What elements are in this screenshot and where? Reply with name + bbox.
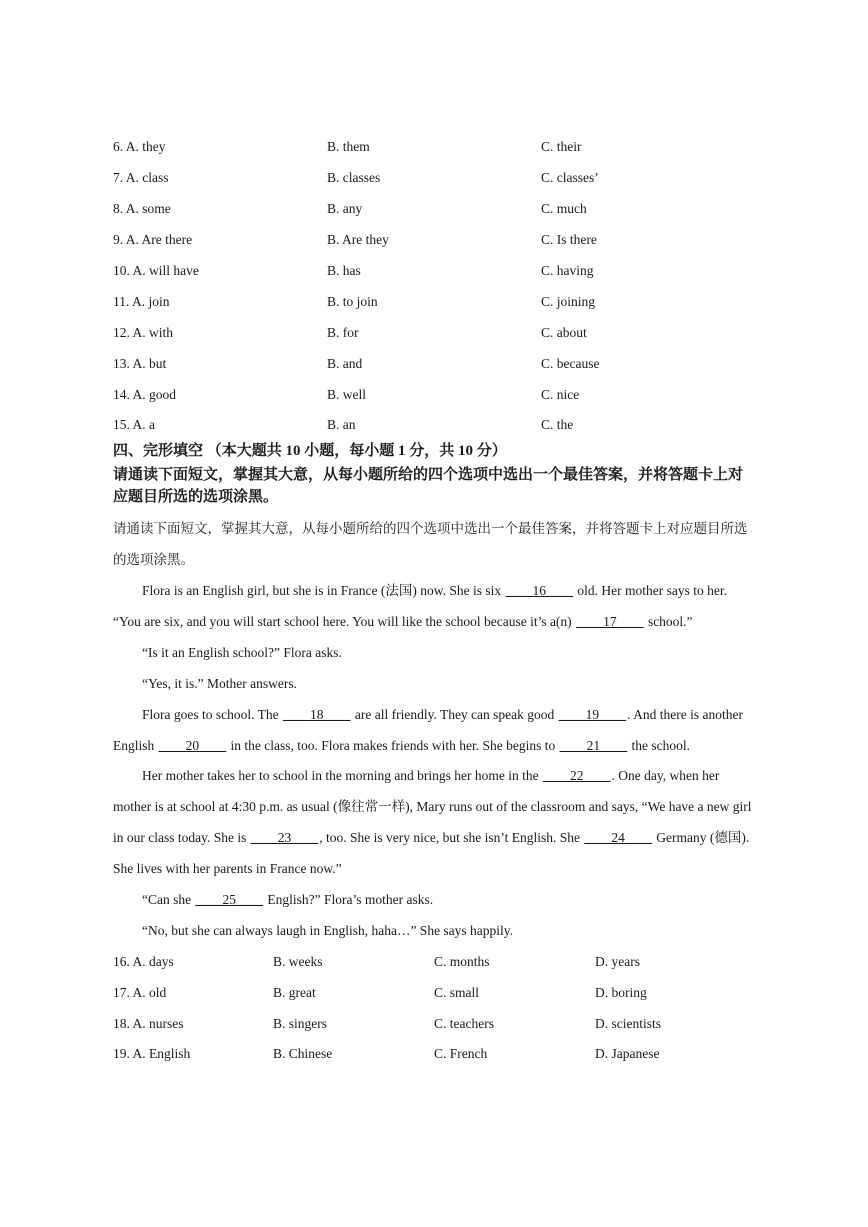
option-row-9 (0, 229, 868, 251)
option-row-16 (0, 951, 868, 973)
blank-16: ____16____ (505, 583, 573, 598)
option-a: 14. A. good (113, 387, 177, 402)
blank-24: ____24____ (584, 830, 652, 845)
option-d: D. scientists (595, 1016, 661, 1031)
option-row-14 (0, 384, 868, 406)
passage-text: old. Her mother says to her. “You are six, and you will start school here. You will like the school because it’s a(n) (113, 583, 727, 629)
blank-23: ____23____ (250, 830, 319, 845)
option-c: C. because (541, 356, 600, 371)
option-c: C. joining (541, 294, 596, 309)
option-a: 9. A. Are there (113, 232, 193, 247)
option-row-7 (0, 167, 868, 189)
option-b: B. well (327, 387, 366, 402)
passage-paragraph-3: “Yes, it is.” Mother answers. (142, 676, 297, 691)
blank-19: ____19____ (558, 707, 627, 722)
option-c: C. teachers (434, 1016, 494, 1031)
option-a: 19. A. English (113, 1046, 191, 1061)
option-a: 17. A. old (113, 985, 167, 1000)
passage-text: Flora is an English girl, but she is in France (法国) now. She is six (142, 583, 505, 598)
option-b: B. to join (327, 294, 378, 309)
passage-text: school.” (644, 614, 693, 629)
option-a: 11. A. join (113, 294, 170, 309)
blank-17: ____17____ (576, 614, 644, 629)
passage-text: . And there is another English (113, 707, 744, 753)
option-c: C. nice (541, 387, 580, 402)
option-c: C. French (434, 1046, 488, 1061)
blank-18: ____18____ (282, 707, 351, 722)
option-c: C. classes’ (541, 170, 599, 185)
option-a: 12. A. with (113, 325, 174, 340)
option-c: C. Is there (541, 232, 597, 247)
instruction-bold: 请通读下面短文，掌握其大意，从每小题所给的四个选项中选出一个最佳答案，并将答题卡上对应题目所选的选项涂黑。 (113, 467, 744, 505)
instruction-plain: 请通读下面短文，掌握其大意，从每小题所给的四个选项中选出一个最佳答案，并将答题卡上对应题目所选的选项涂黑。 (113, 521, 748, 567)
option-a: 15. A. a (113, 417, 155, 432)
option-c: C. having (541, 263, 594, 278)
option-row-12 (0, 322, 868, 344)
option-c: C. their (541, 139, 582, 154)
option-b: B. Are they (327, 232, 389, 247)
option-b: B. any (327, 201, 363, 216)
option-a: 8. A. some (113, 201, 171, 216)
option-b: B. Chinese (273, 1046, 333, 1061)
option-b: B. weeks (273, 954, 323, 969)
option-row-6 (0, 136, 868, 158)
option-c: C. about (541, 325, 587, 340)
option-a: 13. A. but (113, 356, 167, 371)
blank-25: ____25____ (195, 892, 263, 907)
passage-paragraph-7: “No, but she can always laugh in English, haha…” She says happily. (142, 923, 514, 938)
option-row-13 (0, 353, 868, 375)
passage-text: . One day, when her mother is at school at 4:30 p.m. as usual (像往常一样), Mary runs out of the classroom and says, “We have a new girl in our class today. She is (113, 768, 752, 845)
option-a: 10. A. will have (113, 263, 199, 278)
option-b: B. classes (327, 170, 381, 185)
passage-text: Germany (德国). She lives with her parents in France now.” (113, 830, 750, 876)
option-c: C. months (434, 954, 490, 969)
option-b: B. great (273, 985, 316, 1000)
option-a: 16. A. days (113, 954, 174, 969)
option-a: 6. A. they (113, 139, 166, 154)
option-b: B. has (327, 263, 361, 278)
option-b: B. for (327, 325, 359, 340)
passage-paragraph-1 (113, 575, 755, 637)
option-a: 18. A. nurses (113, 1016, 184, 1031)
option-c: C. small (434, 985, 480, 1000)
option-row-10 (0, 260, 868, 282)
option-row-19 (0, 1043, 868, 1065)
option-row-8 (0, 198, 868, 220)
passage-text: , too. She is very nice, but she isn’t English. She (319, 830, 584, 845)
passage-text: are all friendly. They can speak good (351, 707, 558, 722)
passage-text: in the class, too. Flora makes friends with her. She begins to (227, 738, 559, 753)
option-d: D. boring (595, 985, 647, 1000)
option-b: B. an (327, 417, 356, 432)
passage-paragraph-4 (113, 699, 755, 761)
option-d: D. Japanese (595, 1046, 660, 1061)
option-row-17 (0, 982, 868, 1004)
passage-text: Flora goes to school. The (142, 707, 282, 722)
passage-paragraph-6 (113, 884, 755, 915)
option-row-15 (0, 414, 868, 436)
option-b: B. and (327, 356, 363, 371)
blank-20: ____20____ (158, 738, 227, 753)
option-a: 7. A. class (113, 170, 169, 185)
passage-paragraph-5 (113, 760, 755, 884)
section-title: 四、完形填空 （本大题共 10 小题，每小题 1 分，共 10 分） (113, 443, 507, 459)
option-row-18 (0, 1013, 868, 1035)
passage-paragraph-2: “Is it an English school?” Flora asks. (142, 645, 342, 660)
option-b: B. them (327, 139, 370, 154)
passage-text: English?” Flora’s mother asks. (263, 892, 434, 907)
passage-text: “Can she (142, 892, 195, 907)
option-row-11 (0, 291, 868, 313)
passage-text: the school. (628, 738, 690, 753)
passage-text: Her mother takes her to school in the morning and brings her home in the (142, 768, 543, 783)
option-b: B. singers (273, 1016, 327, 1031)
blank-22: ____22____ (543, 768, 611, 783)
option-c: C. much (541, 201, 587, 216)
option-c: C. the (541, 417, 574, 432)
option-d: D. years (595, 954, 640, 969)
blank-21: ____21____ (559, 738, 628, 753)
